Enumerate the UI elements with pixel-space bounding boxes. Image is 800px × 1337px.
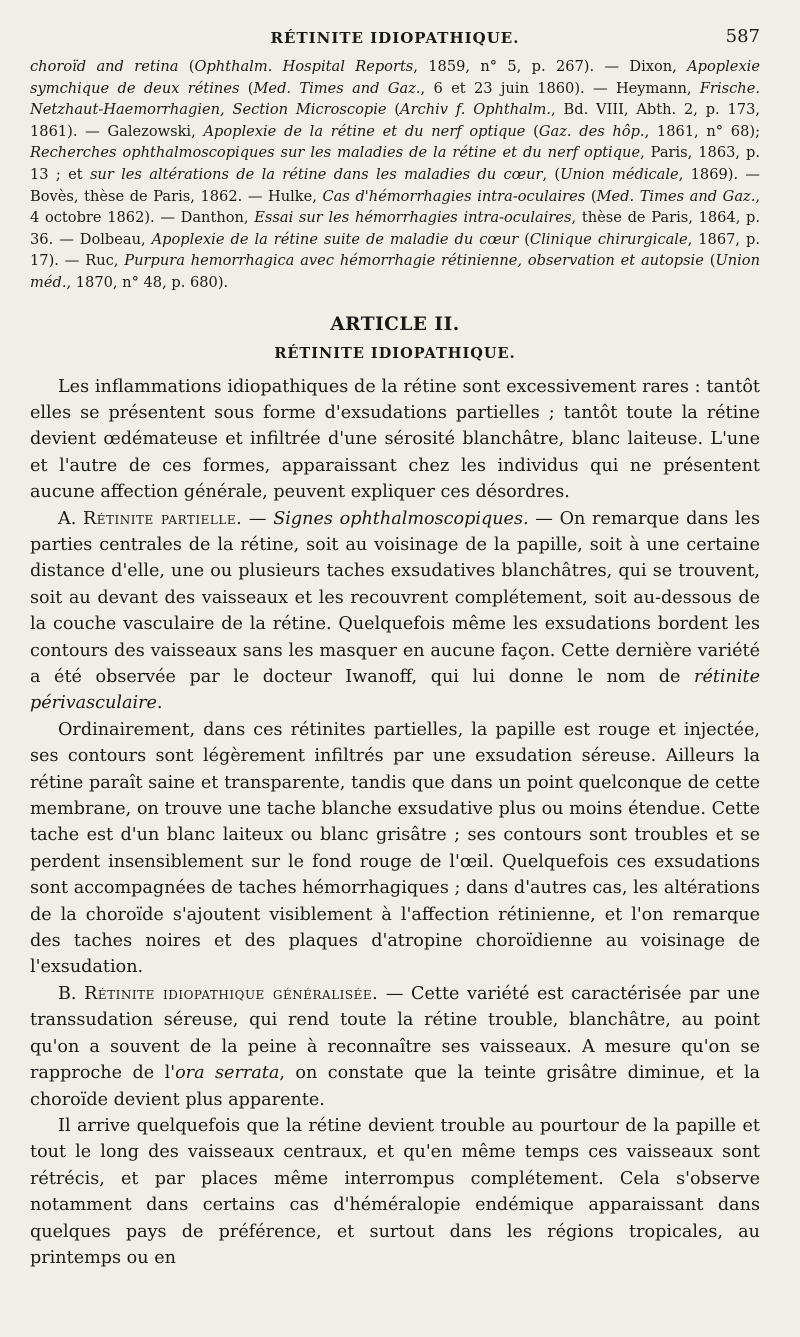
italic-text: choroïd and retina <box>30 58 179 75</box>
bibliography-references <box>30 56 760 294</box>
text-run: , 1867, p. 17). — Ruc, <box>30 230 760 270</box>
paragraph <box>30 981 760 1113</box>
italic-text: Med. Times and Gaz. <box>596 187 756 205</box>
text-run: , on constate que la teinte grisâtre diminue, et la choroïde devient plus apparente. <box>30 1063 760 1110</box>
italic-text: Gaz. des hôp. <box>538 122 645 140</box>
text-run: ( <box>239 79 254 97</box>
text-run: B. <box>58 983 85 1004</box>
running-head <box>30 28 760 56</box>
section-label: Rétinite partielle. <box>83 508 243 529</box>
text-run: , thèse de Paris, 1864, p. 36. — Dolbeau, <box>30 209 760 248</box>
text-run: A. <box>58 508 83 529</box>
text-run: , 4 octobre 1862). — Danthon, <box>30 187 760 227</box>
text-run: — On remarque dans les parties centrales de la rétine, soit au voisinage de la papille, soit à une certaine distance d'elle, une ou plusieurs taches exsudatives blanchâtres, qui se trouvent, soit au devant des vaisseaux et les recouvrent complétement, soit au-dessous de la couche vasculaire de la rétine. Quelquefois même les exsudations bordent les contours des vaisseaux sans les masquer en aucune façon. Cette dernière variété a été observée par le docteur Iwanoff, qui lui donne le nom de <box>30 508 761 687</box>
text-run: , 1859, n° 5, p. 267). — Dixon, <box>413 58 688 75</box>
text-run: , 1869). — Bovès, thèse de Paris, 1862. — Hulke, <box>30 165 761 205</box>
section-title: RÉTINITE IDIOPATHIQUE. <box>274 344 516 362</box>
text-run: — <box>242 508 274 529</box>
text-run: , 6 et 23 juin 1860). — Heymann, <box>420 79 700 97</box>
italic-text: Clinique chirurgicale <box>529 230 688 248</box>
italic-text: sur les altérations de la rétine dans les maladies du cœur <box>89 165 543 183</box>
italic-text: Union médicale <box>560 165 679 183</box>
italic-text: Ophthalm. Hospital Reports <box>194 58 414 75</box>
text-run: ( <box>178 58 195 75</box>
section-label: Rétinite idiopathique généralisée. <box>84 983 379 1004</box>
text-run: , 1861, n° 68); <box>644 122 760 140</box>
italic-text: Recherches ophthalmoscopiques sur les maladies de la rétine et du nerf optique <box>30 144 641 162</box>
italic-text: Cas d'hémorrhagies intra-oculaires <box>322 187 586 205</box>
italic-text: Union méd. <box>30 252 760 291</box>
text-run: ( <box>585 187 597 205</box>
page-number: 587 <box>725 26 760 47</box>
paragraph <box>30 374 760 506</box>
text-run: , Bd. VIII, Abth. 2, p. 173, 1861). — Galezowski, <box>30 101 760 140</box>
italic-text: Frische. Netzhaut-Haemorrhagien, Section Microscopie <box>30 79 760 119</box>
text-run: ( <box>386 101 401 119</box>
text-run: ( <box>703 252 716 270</box>
italic-text: Archiv f. Ophthalm. <box>400 101 552 119</box>
paragraph <box>30 506 760 717</box>
italic-text: Signes ophthalmoscopiques. <box>273 508 529 529</box>
text-run: , Paris, 1863, p. 13 ; et <box>30 144 760 183</box>
text-run: — Cette variété est caractérisée par une transsudation séreuse, qui rend toute la rétine trouble, blanchâtre, au point qu'on a souvent de la peine à reconnaître ses vaisseaux. A mesure qu'on se rapproche de l' <box>30 983 760 1084</box>
body-text <box>30 374 760 1272</box>
italic-text: Med. Times and Gaz. <box>253 79 421 97</box>
italic-text: Apoplexie symchique de deux rétines <box>30 58 760 97</box>
article-heading: ARTICLE II. <box>330 313 460 335</box>
text-run: Ordinairement, dans ces rétinites partielles, la papille est rouge et injectée, ses contours sont légèrement infiltrés par une exsudation séreuse. Ailleurs la rétine paraît saine et transparente, tandis que dans un point quelconque de cette membrane, on trouve une tache blanche exsudative plus ou moins étendue. Cette tache est d'un blanc laiteux ou blanc grisâtre ; ses contours sont troubles et se perdent insensiblement sur le fond rouge de l'œil. Quelquefois ces exsudations sont accompagnées de taches hémorrhagiques ; dans d'autres cas, les altérations de la choroïde s'ajoutent visiblement à l'affection rétinienne, et l'on remarque des taches noires et des plaques d'atropine choroïdienne au voisinage de l'exsudation. <box>30 719 760 978</box>
text-run: ( <box>518 230 530 248</box>
italic-text: Apoplexie de la rétine et du nerf optique <box>203 122 526 140</box>
text-run: Il arrive quelquefois que la rétine devient trouble au pourtour de la papille et tout le long des vaisseaux centraux, et qu'en même temps ces vaisseaux sont rétrécis, et par places même interrompus complétement. Cela s'observe notamment dans certains cas d'héméralopie endémique apparaissant dans quelques pays de préférence, et surtout dans les régions tropicales, au printemps ou en <box>30 1115 760 1268</box>
text-run: , ( <box>542 165 561 183</box>
text-run: ( <box>525 122 539 140</box>
text-run: , 1870, n° 48, p. 680). <box>66 273 229 291</box>
text-run: Les inflammations idiopathiques de la rétine sont excessivement rares : tantôt elles se présentent sous forme d'exsudations partielles ; tantôt toute la rétine devient œdémateuse et infiltrée d'une sérosité blanchâtre, blanc laiteuse. L'une et l'autre de ces formes, apparaissant chez les individus qui ne présentent aucune affection générale, peuvent expliquer ces désordres. <box>30 376 760 503</box>
italic-text: rétinite périvasculaire <box>30 667 760 714</box>
paragraph <box>30 1113 760 1271</box>
italic-text: Essai sur les hémorrhagies intra-oculaires <box>254 209 572 227</box>
paragraph <box>30 717 760 981</box>
italic-text: Apoplexie de la rétine suite de maladie du cœur <box>151 230 519 248</box>
text-run: . <box>156 693 163 714</box>
italic-text: ora serrata <box>175 1063 280 1084</box>
italic-text: Purpura hemorrhagica avec hémorrhagie rétinienne, observation et autopsie <box>124 252 704 270</box>
running-title: RÉTINITE IDIOPATHIQUE. <box>270 29 520 47</box>
